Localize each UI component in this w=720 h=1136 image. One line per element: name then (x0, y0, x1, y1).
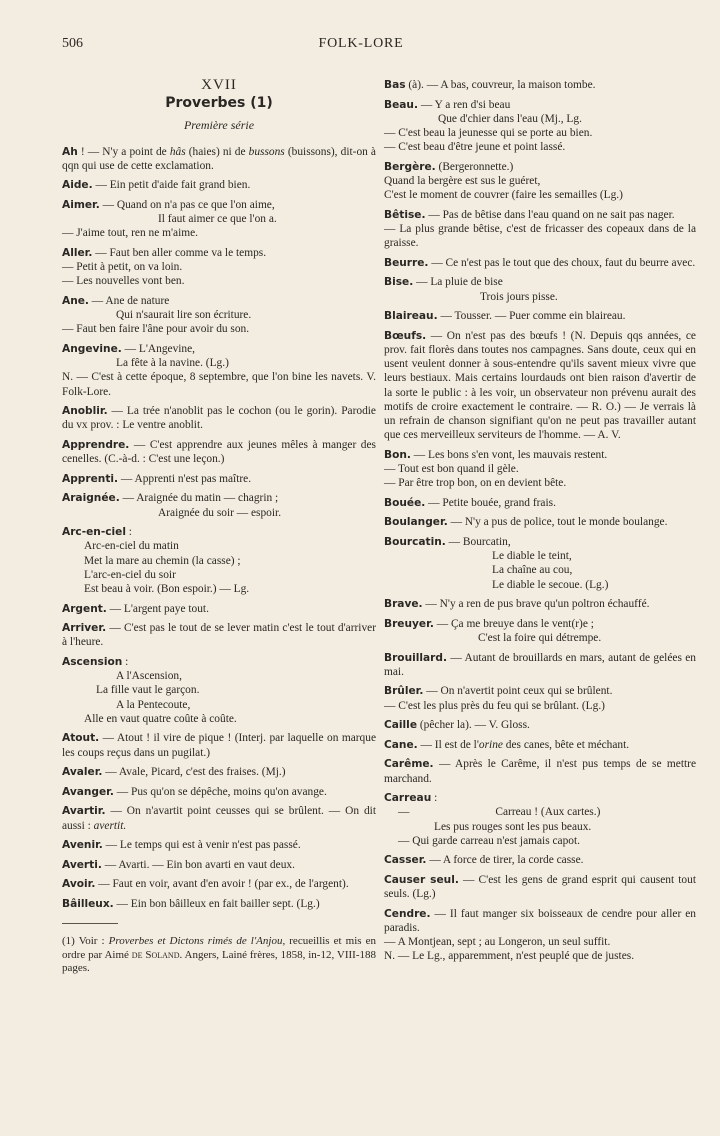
entry-italic: avertit. (93, 819, 127, 832)
entry-line: Arc-en-ciel du matin (84, 540, 179, 553)
entry-keyword: Avoir. (62, 878, 96, 891)
entry-keyword: Brave. (384, 598, 423, 611)
entry-arc-en-ciel (62, 525, 376, 596)
entry-keyword: Bise. (384, 276, 414, 289)
footnote-title: Proverbes et Dictons rimés de l'Anjou, (108, 935, 286, 948)
entry-line (384, 805, 696, 819)
entry-keyword: Apprenti. (62, 472, 119, 485)
entry-line: — Faut ben faire l'âne pour avoir du son. (62, 323, 250, 336)
entry-breuyer (384, 617, 696, 645)
entry-text: — A force de tirer, la corde casse. (426, 854, 584, 867)
section-number: XVII (201, 77, 237, 93)
entry-line: — C'est beau d'être jeune et point lassé. (384, 141, 566, 154)
entry-line: Le diable le secoue. (Lg.) (492, 578, 609, 591)
entry-text: (haies) ni de (185, 145, 249, 158)
entry-keyword: Argent. (62, 602, 107, 615)
right-column (384, 78, 696, 969)
entry-text: — Apprenti n'est pas maître. (118, 472, 252, 485)
entry-text: — Ein petit d'aide fait grand bien. (92, 179, 251, 192)
entry-keyword: Arc-en-ciel (62, 526, 126, 539)
entry-text: — Atout ! il vire de pique ! (Interj. par laquelle on marque les coups reçus dans un pugilat.) (62, 732, 376, 759)
entry-ascension (62, 655, 376, 726)
series-label: Première série (183, 118, 255, 133)
entry-anoblir (62, 404, 376, 432)
entry-aide (62, 178, 376, 192)
entry-bas (384, 78, 696, 92)
entry-keyword: Cendre. (384, 907, 431, 920)
entry-line: Qui n'saurait lire son écriture. (116, 309, 252, 322)
entry-line: A l'Ascension, (116, 670, 182, 683)
entry-keyword: Bas (384, 79, 406, 91)
footnote-number: (1) Voir : (62, 935, 109, 948)
entry-keyword: Avenir. (62, 839, 103, 852)
entry-keyword: Blaireau. (384, 310, 438, 323)
entry-keyword: Avartir. (62, 805, 106, 818)
entry-line: A la Pentecoute, (116, 698, 191, 711)
entry-bise (384, 275, 696, 303)
entry-line: La chaîne au cou, (492, 564, 573, 577)
entry-text: — L'Angevine, (121, 343, 196, 355)
entry-text: — Faut en voir, avant d'en avoir ! (par ex., de l'argent). (95, 878, 349, 891)
entry-keyword: Ane. (62, 295, 89, 307)
entry-keyword: Aide. (62, 179, 93, 192)
entry-keyword: Casser. (384, 854, 427, 867)
page-number: 506 (62, 36, 83, 51)
entry-keyword: Brûler. (384, 685, 424, 698)
entry-line: La fille vaut le garçon. (96, 684, 200, 697)
entry-text: — Petite bouée, grand frais. (425, 496, 556, 509)
entry-cendre (384, 907, 696, 964)
entry-text: : (431, 792, 438, 805)
entry-angevine (62, 342, 376, 399)
entry-text: — N'y a ren de pus brave qu'un poltron échauffé. (422, 598, 650, 611)
entry-caille (384, 718, 696, 732)
entry-text: (Bergeronnette.) (435, 160, 514, 173)
entry-line: — A Montjean, sept ; au Longeron, un seul suffit. (384, 936, 611, 949)
entry-line: N. — C'est à cette époque, 8 septembre, que l'on bine les navets. V. Folk-Lore. (62, 371, 376, 398)
footnote-text: recueillis et mis en ordre par Aimé (62, 935, 377, 961)
entry-text: — L'argent paye tout. (106, 602, 209, 615)
entry-avartir (62, 804, 376, 832)
entry-keyword: Atout. (62, 732, 100, 745)
entry-bruler (384, 684, 696, 712)
entry-text: — Les bons s'en vont, les mauvais restent. (410, 448, 608, 461)
entry-brave (384, 597, 696, 611)
footnote-author: de Soland. (131, 948, 183, 961)
entry-apprenti (62, 472, 376, 486)
entry-text: — Le temps qui est à venir n'est pas passé. (102, 839, 301, 852)
entry-cane (384, 738, 696, 752)
entry-text: — Y a ren d'si beau (417, 98, 511, 111)
entry-averti (62, 858, 376, 872)
entry-text: : (122, 655, 129, 668)
entry-text: — Avale, Picard, c'est des fraises. (Mj.) (102, 766, 286, 779)
entry-keyword: Breuyer. (384, 617, 434, 630)
entry-atout (62, 731, 376, 759)
entry-causer-seul (384, 873, 696, 901)
entry-italic: hâs (169, 145, 186, 158)
entry-avaler (62, 765, 376, 779)
entry-line: — Qui garde carreau n'est jamais capot. (398, 834, 581, 847)
entry-text: — Ein bon bâilleux en fait bailler sept. (Lg.) (113, 897, 320, 910)
entry-line: — C'est beau la jeunesse qui se porte au bien. (384, 127, 593, 139)
entry-keyword: Bon. (384, 448, 411, 461)
entry-keyword: Caille (384, 719, 418, 732)
entry-line: — C'est les plus près du feu qui se brûlant. (Lg.) (384, 699, 605, 712)
entry-text: — Autant de brouillards en mars, autant de gelées en mai. (384, 651, 696, 678)
entry-line: Alle en vaut quatre coûte à coûte. (84, 712, 237, 725)
entry-keyword: Averti. (62, 858, 102, 871)
entry-line: Les pus rouges sont les pus beaux. (434, 820, 592, 833)
entry-brouillard (384, 651, 696, 679)
entry-text: — Après le Carême, il n'est pus temps de se mettre marchand. (384, 758, 696, 785)
entry-line: Met la mare au chemin (la casse) ; (84, 554, 241, 567)
entry-italic: orine (478, 738, 503, 751)
entry-line: Est beau à voir. (Bon espoir.) — Lg. (84, 583, 250, 595)
entry-keyword: Beau. (384, 98, 418, 111)
entry-line: — Les nouvelles vont ben. (62, 275, 185, 288)
footnote-text: Angers, Lainé frères, 1858, in-12, VIII-188 pages. (62, 948, 376, 975)
entry-ah (62, 145, 376, 173)
entry-line: L'arc-en-ciel du soir (84, 568, 176, 581)
entry-line: Quand la bergère est sus le guéret, (384, 175, 541, 187)
entry-line: Araignée du soir — espoir. (158, 506, 282, 519)
entry-line: Trois jours pisse. (480, 290, 558, 303)
entry-keyword: Anoblir. (62, 405, 108, 418)
entry-text: — Tousser. — Puer comme ein blaireau. (437, 310, 626, 323)
running-title: FOLK-LORE (318, 36, 404, 51)
entry-keyword: Aller. (62, 247, 93, 259)
entry-bourcatin (384, 535, 696, 592)
entry-keyword: Ascension (62, 655, 123, 668)
entry-keyword: Apprendre. (62, 439, 130, 451)
entry-keyword: Bergère. (384, 160, 436, 173)
entry-beau (384, 98, 696, 155)
entry-keyword: Angevine. (62, 343, 122, 355)
entry-text: — Bourcatin, (445, 535, 511, 548)
entry-keyword: Bêtise. (384, 208, 426, 221)
entry-line: — Petit à petit, on va loin. (62, 261, 183, 274)
entry-text: — On n'est pas des bœufs ! (N. Depuis qqs années, ce prov. fait florès dans toutes nos campagnes. Sans doute, ceux qui en usent veulent donner à sous-entendre qu'ils savent mieux vivre que leurs bestiaux. Mais certains lourdauds ont bien raison d'avertir de la sorte le public : à les voir, un observateur non prévenu aurait des motifs de croire exactement le contraire. — R. O.) — Je verrais là un refrain de chanson signifiant qu'on ne peut pas travailler autant que ces merveilleux serviteurs de l'homme. — A. V. (384, 329, 696, 442)
entry-avoir (62, 877, 376, 891)
entry-text: — Ane de nature (88, 295, 170, 307)
entry-line: — La plus grande bêtise, c'est de fricasser des copeaux dans de la graisse. (384, 223, 696, 250)
entry-argent (62, 602, 376, 616)
entry-boulanger (384, 515, 696, 529)
entry-text: — Avarti. — Ein bon avarti en vaut deux. (101, 858, 295, 871)
entry-line: C'est le moment de couvrer (faire les semailles (Lg.) (384, 189, 623, 202)
entry-italic: bussons (248, 145, 285, 158)
entry-beurre (384, 256, 696, 270)
entry-line: Le diable le teint, (492, 550, 572, 563)
entry-keyword: Cane. (384, 738, 418, 751)
entry-text: — C'est apprendre aux jeunes mêles à manger des cenelles. (C.-à-d. : C'est une leçon.) (62, 439, 376, 466)
entry-text: — La trée n'anoblit pas le cochon (ou le gorin). Parodie du vx prov. : Le ventre anoblit. (62, 405, 376, 432)
entry-keyword: Bourcatin. (384, 535, 446, 548)
entry-keyword: Bâilleux. (62, 897, 114, 910)
entry-bergere (384, 160, 696, 203)
entry-keyword: Bœufs. (384, 329, 427, 342)
entry-keyword: Boulanger. (384, 516, 448, 529)
entry-keyword: Carême. (384, 758, 434, 771)
entry-careme (384, 757, 696, 785)
entry-keyword: Causer seul. (384, 873, 459, 886)
entry-line: Que d'chier dans l'eau (Mj., Lg. (438, 112, 582, 125)
entry-aller (62, 246, 376, 289)
entry-text: — Quand on n'a pas ce que l'on aime, (99, 199, 275, 211)
entry-text: — Il faut manger six boisseaux de cendre pour aller en paradis. (384, 907, 696, 934)
entry-text: — Il est de l' (417, 738, 479, 751)
entry-text: — Ce n'est pas le tout que des choux, faut du beurre avec. (428, 256, 696, 269)
entry-line: — Tout est bon quand il gèle. (384, 463, 519, 475)
entry-aimer (62, 198, 376, 241)
footnote (62, 935, 376, 976)
entry-text: (à). — A bas, couvreur, la maison tombe. (405, 79, 596, 91)
entry-apprendre (62, 438, 376, 466)
entry-keyword: Avaler. (62, 766, 103, 779)
entry-line: — Par être trop bon, on en devient bête. (384, 477, 567, 490)
entry-keyword: Carreau (384, 792, 432, 805)
entry-text: des canes, bête et méchant. (502, 738, 630, 751)
entry-keyword: Arriver. (62, 622, 107, 635)
section-title: Proverbes (1) (165, 95, 273, 112)
entry-araignee (62, 491, 376, 519)
entry-arriver (62, 621, 376, 649)
entry-bouee (384, 496, 696, 510)
entry-text: — La pluie de bise (413, 276, 503, 289)
entry-line: Il faut aimer ce que l'on a. (158, 213, 277, 226)
entry-bon (384, 448, 696, 491)
entry-keyword: Ah (62, 145, 78, 158)
entry-text: — Araignée du matin — chagrin ; (119, 492, 279, 505)
entry-text: ! — N'y a point de (77, 145, 170, 158)
entry-text: — C'est pas le tout de se lever matin c'est le tout d'arriver à l'heure. (62, 622, 376, 649)
entry-text: — Faut ben aller comme va le temps. (92, 247, 267, 259)
entry-boeufs (384, 329, 696, 443)
entry-text: — C'est les gens de grand esprit qui causent tout seuls. (Lg.) (384, 873, 696, 901)
entry-text: — Pas de bêtise dans l'eau quand on ne sait pas nager. (425, 208, 675, 221)
entry-text: — On n'avertit point ceux qui se brûlent. (423, 685, 613, 698)
entry-keyword: Beurre. (384, 256, 429, 269)
entry-text: (pêcher la). — V. Gloss. (417, 719, 530, 732)
left-column (62, 78, 376, 987)
entry-avenir (62, 838, 376, 852)
entry-text: — Pus qu'on se dépêche, moins qu'on avange. (113, 785, 327, 798)
entry-keyword: Avanger. (62, 785, 114, 798)
entry-line: N. — Le Lg., apparemment, n'est peuplé que de justes. (384, 950, 635, 963)
entry-text: — N'y a pus de police, tout le monde boulange. (447, 516, 668, 529)
entry-keyword: Araignée. (62, 492, 120, 505)
entry-ane (62, 294, 376, 337)
entry-keyword: Bouée. (384, 496, 426, 509)
entry-casser (384, 853, 696, 867)
entry-blaireau (384, 309, 696, 323)
entry-text: — On n'avartit point ceusses qui se brûlent. — On dit aussi : (62, 805, 376, 832)
entry-keyword: Aimer. (62, 199, 100, 211)
footnote-divider (62, 923, 118, 924)
entry-carreau (384, 791, 696, 848)
entry-avanger (62, 785, 376, 799)
entry-bailleux (62, 897, 376, 911)
entry-text: Carreau ! (Aux cartes.) (495, 806, 601, 819)
entry-keyword: Brouillard. (384, 651, 447, 664)
entry-text: — Ça me breuye dans le vent(r)e ; (433, 617, 594, 630)
page-header (62, 36, 660, 58)
entry-line: — J'aime tout, ren ne m'aime. (62, 227, 199, 240)
entry-line: C'est la foire qui détrempe. (478, 631, 602, 644)
entry-text: (buissons), dit-on à qqn qui use de cette exclamation. (62, 145, 376, 172)
entry-betise (384, 208, 696, 251)
entry-text: : (125, 526, 132, 539)
entry-dash: — (398, 806, 410, 819)
entry-line: La fête à la navine. (Lg.) (116, 357, 229, 370)
